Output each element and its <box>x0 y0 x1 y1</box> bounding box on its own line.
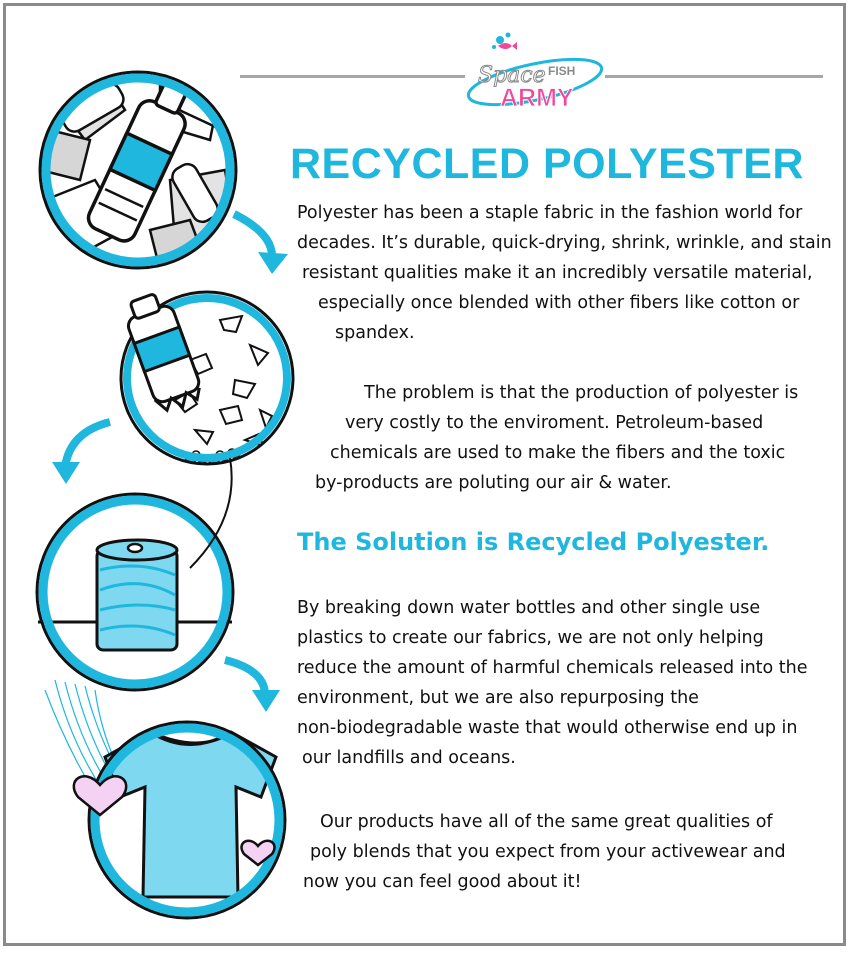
solution-line: By breaking down water bottles and other single use <box>297 598 761 618</box>
problem-line: by-products are poluting our air & water. <box>315 473 672 493</box>
page-title: RECYCLED POLYESTER <box>290 140 804 188</box>
solution-line: our landfills and oceans. <box>302 748 516 768</box>
logo-space-text: Space <box>478 63 546 88</box>
problem-line: very costly to the enviroment. Petroleum-based <box>345 413 764 433</box>
thread-spool-icon <box>37 494 233 690</box>
intro-line: spandex. <box>335 323 415 343</box>
arrow-head-icon <box>52 462 80 484</box>
arrow-down-icon <box>234 214 272 259</box>
arrow-head-icon <box>252 690 280 712</box>
closing-line: Our products have all of the same great qualities of <box>320 812 773 832</box>
tshirt-icon <box>89 722 285 918</box>
intro-line: resistant qualities make it an incredibly versatile material, <box>302 263 813 283</box>
shredded-bottle-icon <box>121 289 293 471</box>
solution-line: reduce the amount of harmful chemicals released into the <box>297 658 808 678</box>
problem-line: chemicals are used to make the fibers and the toxic <box>330 443 786 463</box>
recycling-process-illustration <box>0 0 300 953</box>
intro-line: decades. It’s durable, quick-drying, shrink, wrinkle, and stain <box>297 233 832 253</box>
solution-line: environment, but we are also repurposing the <box>297 688 699 708</box>
logo-army-text: ARMY <box>500 84 574 112</box>
solution-line: plastics to create our fabrics, we are not only helping <box>297 628 764 648</box>
spacefish-army-logo <box>460 30 610 120</box>
solution-line: non-biodegradable waste that would otherwise end up in <box>297 718 798 738</box>
problem-line: The problem is that the production of polyester is <box>364 383 799 403</box>
logo-fish-text: FISH <box>548 64 576 78</box>
closing-line: poly blends that you expect from your activewear and <box>310 842 786 862</box>
intro-line: Polyester has been a staple fabric in the fashion world for <box>297 203 803 223</box>
bottle-pile-icon <box>40 70 248 270</box>
arrow-down-icon <box>65 422 110 467</box>
closing-line: now you can feel good about it! <box>303 872 582 892</box>
arrow-down-icon <box>225 660 265 695</box>
header-rule-right <box>605 75 823 78</box>
solution-heading: The Solution is Recycled Polyester. <box>297 528 770 556</box>
arrow-head-icon <box>258 252 288 274</box>
intro-line: especially once blended with other fibers like cotton or <box>318 293 800 313</box>
